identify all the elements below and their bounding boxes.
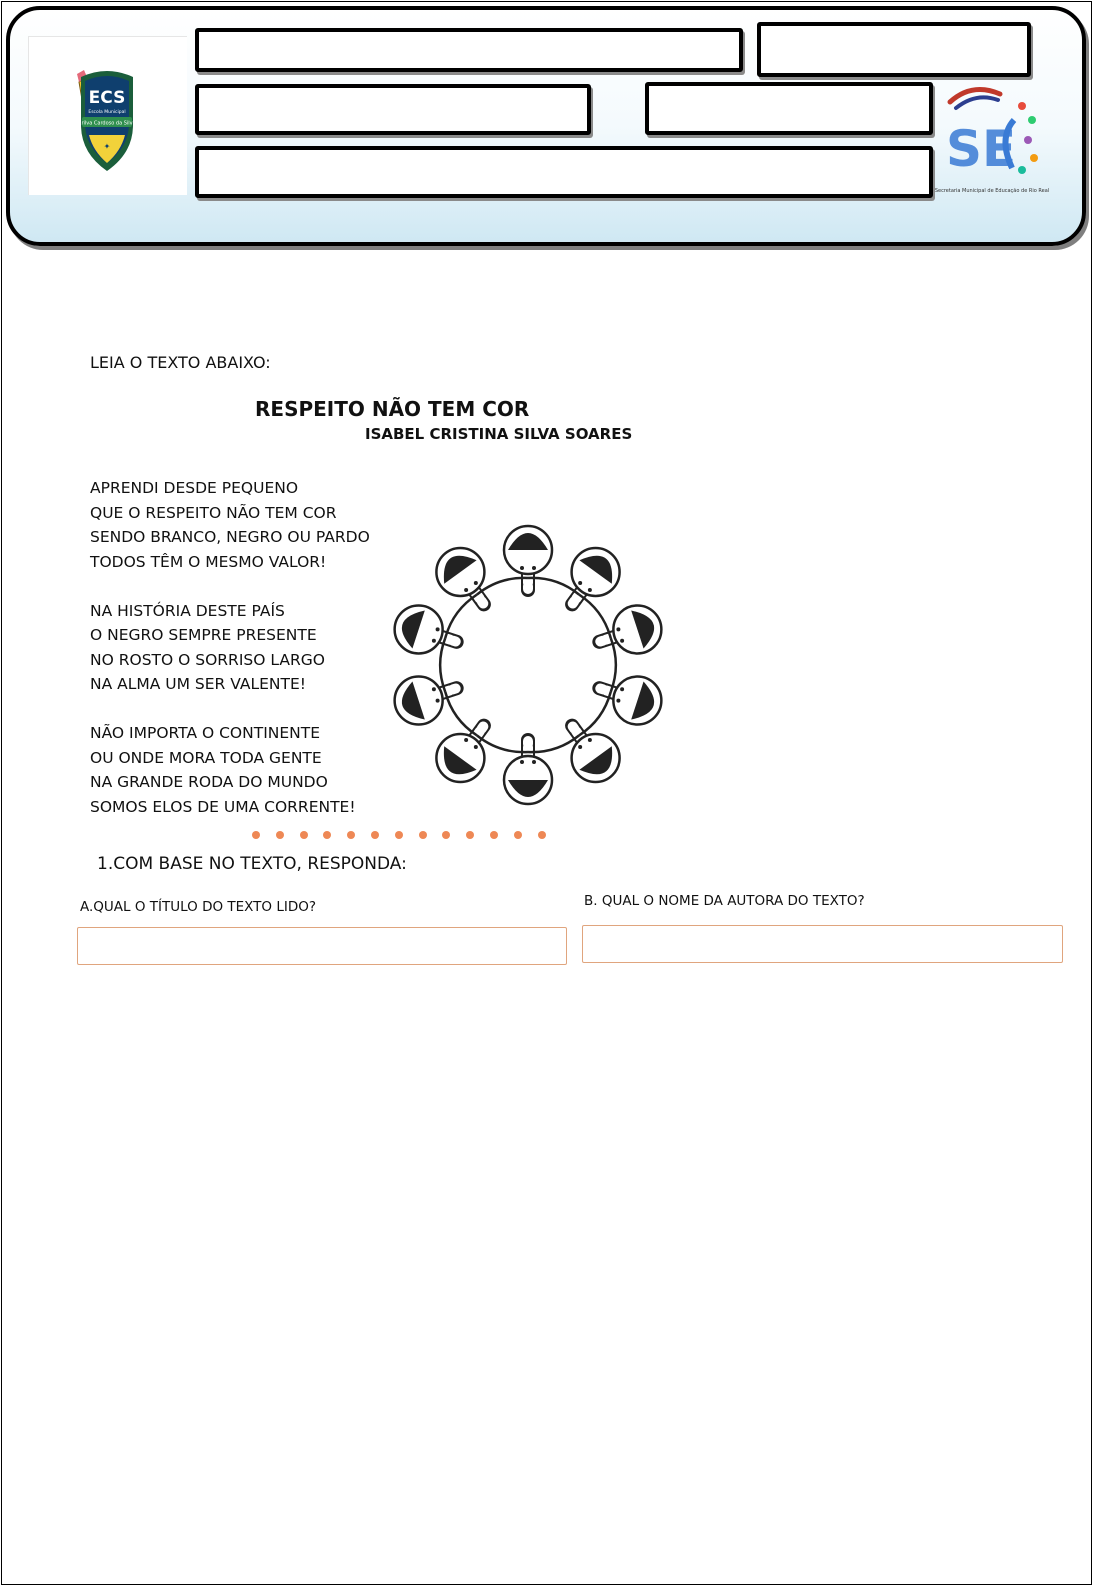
poem-title: RESPEITO NÃO TEM COR xyxy=(255,397,530,421)
date-field[interactable] xyxy=(757,22,1031,77)
poem-line: NA GRANDE RODA DO MUNDO xyxy=(90,773,328,791)
svg-text:SE: SE xyxy=(946,120,1017,178)
poem-line: NO ROSTO O SORRISO LARGO xyxy=(90,650,325,669)
poem-line: APRENDI DESDE PEQUENO xyxy=(90,479,299,497)
divider-dot xyxy=(371,831,379,839)
divider-dot xyxy=(514,831,522,839)
divider-dot xyxy=(395,831,403,839)
question-header: 1.COM BASE NO TEXTO, RESPONDA: xyxy=(97,854,407,874)
sec-logo-caption: Secretaria Municipal de Educação de Rio Real xyxy=(934,188,1050,194)
poem-line: NA ALMA UM SER VALENTE! xyxy=(90,675,306,693)
school-logo xyxy=(28,36,187,195)
holding-hands-arm xyxy=(477,735,528,752)
grade-field[interactable] xyxy=(645,82,933,135)
child-figure xyxy=(504,740,552,804)
divider-dot xyxy=(300,831,308,839)
poem-line: QUE O RESPEITO NÃO TEM COR xyxy=(90,503,337,522)
svg-text:Escola Municipal: Escola Municipal xyxy=(88,110,126,115)
poem-body xyxy=(90,476,370,844)
answer-b-box[interactable] xyxy=(582,925,1063,963)
children-circle-illustration xyxy=(378,515,678,815)
child-figure xyxy=(504,526,552,590)
svg-text:Erilva Cardoso da Silva: Erilva Cardoso da Silva xyxy=(78,120,136,127)
holding-hands-arm xyxy=(579,595,611,639)
poem-line: TODOS TÊM O MESMO VALOR! xyxy=(90,552,327,571)
divider-dot xyxy=(538,831,546,839)
holding-hands-arm xyxy=(579,692,611,736)
name-field[interactable] xyxy=(195,28,743,72)
poem-line: OU ONDE MORA TODA GENTE xyxy=(90,748,322,767)
poem-author: ISABEL CRISTINA SILVA SOARES xyxy=(365,425,633,443)
poem-line: SOMOS ELOS DE UMA CORRENTE! xyxy=(90,797,356,816)
question-a-label: A.QUAL O TÍTULO DO TEXTO LIDO? xyxy=(80,899,317,915)
poem-line: NA HISTÓRIA DESTE PAÍS xyxy=(90,601,285,620)
holding-hands-arm xyxy=(611,638,616,692)
sec-logo xyxy=(934,80,1050,202)
stanza xyxy=(90,721,370,819)
divider-dot xyxy=(419,831,427,839)
poem-line: O NEGRO SEMPRE PRESENTE xyxy=(90,626,317,644)
stanza xyxy=(90,476,370,574)
holding-hands-arm xyxy=(528,735,579,752)
holding-hands-arm xyxy=(445,595,477,639)
holding-hands-arm xyxy=(528,578,579,595)
holding-hands-arm xyxy=(440,638,445,692)
stanza xyxy=(90,599,370,697)
poem-line: SENDO BRANCO, NEGRO OU PARDO xyxy=(90,528,370,546)
answer-a-box[interactable] xyxy=(77,927,567,965)
divider-dot xyxy=(490,831,498,839)
divider-dot xyxy=(276,831,284,839)
svg-text:ECS: ECS xyxy=(88,88,126,108)
svg-text:✦: ✦ xyxy=(103,142,111,151)
poem-line: NÃO IMPORTA O CONTINENTE xyxy=(90,724,321,742)
instruction-text: LEIA O TEXTO ABAIXO: xyxy=(90,353,271,372)
teacher-field[interactable] xyxy=(195,146,933,198)
class-field[interactable] xyxy=(195,84,591,135)
holding-hands-arm xyxy=(445,692,477,736)
holding-hands-arm xyxy=(477,578,528,595)
divider-dot xyxy=(252,831,260,839)
question-b-label: B. QUAL O NOME DA AUTORA DO TEXTO? xyxy=(584,893,865,909)
